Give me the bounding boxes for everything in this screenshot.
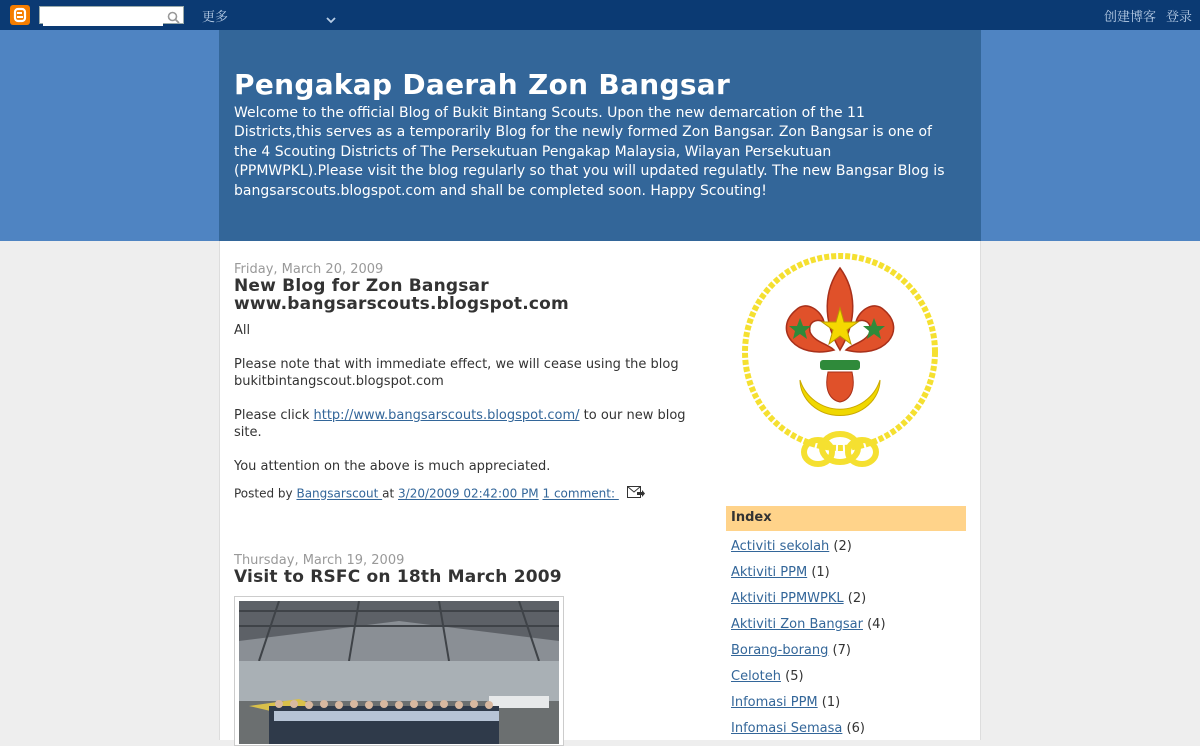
search-icon[interactable] [167, 9, 180, 28]
list-item [731, 668, 886, 694]
post-text: Please click [234, 408, 314, 423]
label-link[interactable]: Infomasi Semasa [731, 721, 843, 736]
label-link[interactable]: Aktiviti PPM [731, 565, 808, 580]
label-count: (4) [867, 617, 886, 632]
post-paragraph: All [234, 323, 251, 338]
comments-link[interactable]: 1 comment: [542, 486, 619, 501]
label-count: (2) [847, 591, 867, 606]
chevron-down-icon[interactable] [326, 9, 336, 28]
email-post-icon[interactable] [627, 486, 645, 502]
navbar-right [1094, 6, 1192, 25]
list-item [731, 538, 886, 564]
new-blog-link[interactable]: http://www.bangsarscouts.blogspot.com/ [313, 408, 580, 423]
label-count: (6) [846, 721, 865, 736]
blog-title[interactable]: Pengakap Daerah Zon Bangsar [234, 68, 731, 101]
list-item [731, 564, 886, 590]
navbar [0, 0, 1200, 30]
search-box [39, 6, 184, 24]
label-count: (2) [833, 539, 852, 554]
label-link[interactable]: Aktiviti Zon Bangsar [731, 617, 863, 632]
post-date: Friday, March 20, 2009 [234, 262, 384, 277]
scout-emblem[interactable] [736, 250, 950, 484]
label-link[interactable]: Infomasi PPM [731, 695, 818, 710]
label-count: (1) [811, 565, 830, 580]
post-title-line: www.bangsarscouts.blogspot.com [234, 294, 569, 314]
author-link[interactable]: Bangsarscout [296, 486, 383, 501]
post-title[interactable]: Visit to RSFC on 18th March 2009 [234, 567, 562, 587]
posted-by-label: Posted by [234, 486, 297, 501]
post-title[interactable] [234, 277, 569, 313]
label-count: (1) [821, 695, 841, 710]
label-list [731, 538, 886, 746]
post-paragraph: Please note that with immediate effect, we will cease using the blog bukitbintangscout.blogspot.com [234, 357, 679, 389]
post-photo[interactable] [234, 596, 564, 746]
post-body [234, 322, 704, 492]
post-paragraph [234, 407, 704, 441]
label-link[interactable]: Aktiviti PPMWPKL [731, 591, 844, 606]
list-item [731, 590, 886, 616]
post-footer [234, 486, 645, 502]
list-item [731, 642, 886, 668]
more-menu[interactable]: 更多 [202, 10, 229, 25]
at-label: at [382, 486, 399, 501]
list-item [731, 616, 886, 642]
post-paragraph: You attention on the above is much appreciated. [234, 459, 551, 474]
post-date: Thursday, March 19, 2009 [234, 553, 405, 568]
blogger-logo-icon[interactable] [10, 5, 30, 25]
create-blog-link[interactable]: 创建博客 [1103, 10, 1156, 25]
search-input[interactable] [43, 12, 163, 26]
login-link[interactable]: 登录 [1165, 10, 1192, 25]
index-header: Index [726, 506, 966, 531]
post-text: to our new blog site. [234, 408, 686, 440]
label-link[interactable]: Celoteh [731, 669, 781, 684]
list-item [731, 694, 886, 720]
post-title-line: New Blog for Zon Bangsar [234, 276, 489, 296]
list-item [731, 720, 886, 746]
label-count: (5) [785, 669, 804, 684]
timestamp-link[interactable]: 3/20/2009 02:42:00 PM [398, 486, 539, 501]
blog-description: Welcome to the official Blog of Bukit Bintang Scouts. Upon the new demarcation of the 11 Districts,this serves as a temporarily Blog for the newly formed Zon Bangsar. Zon Bangsar is one of the 4 Scouting Districts of The Persekutuan Pengakap Malaysia, Wilayan Persekutuan (PPMWPKL).Please visit the blog regularly so that you will updated regulatly. The new Bangsar Blog is bangsarscouts.blogspot.com and shall be completed soon. Happy Scouting! [234, 105, 945, 199]
label-count: (7) [832, 643, 851, 658]
label-link[interactable]: Activiti sekolah [731, 539, 830, 554]
label-link[interactable]: Borang-borang [731, 643, 829, 658]
